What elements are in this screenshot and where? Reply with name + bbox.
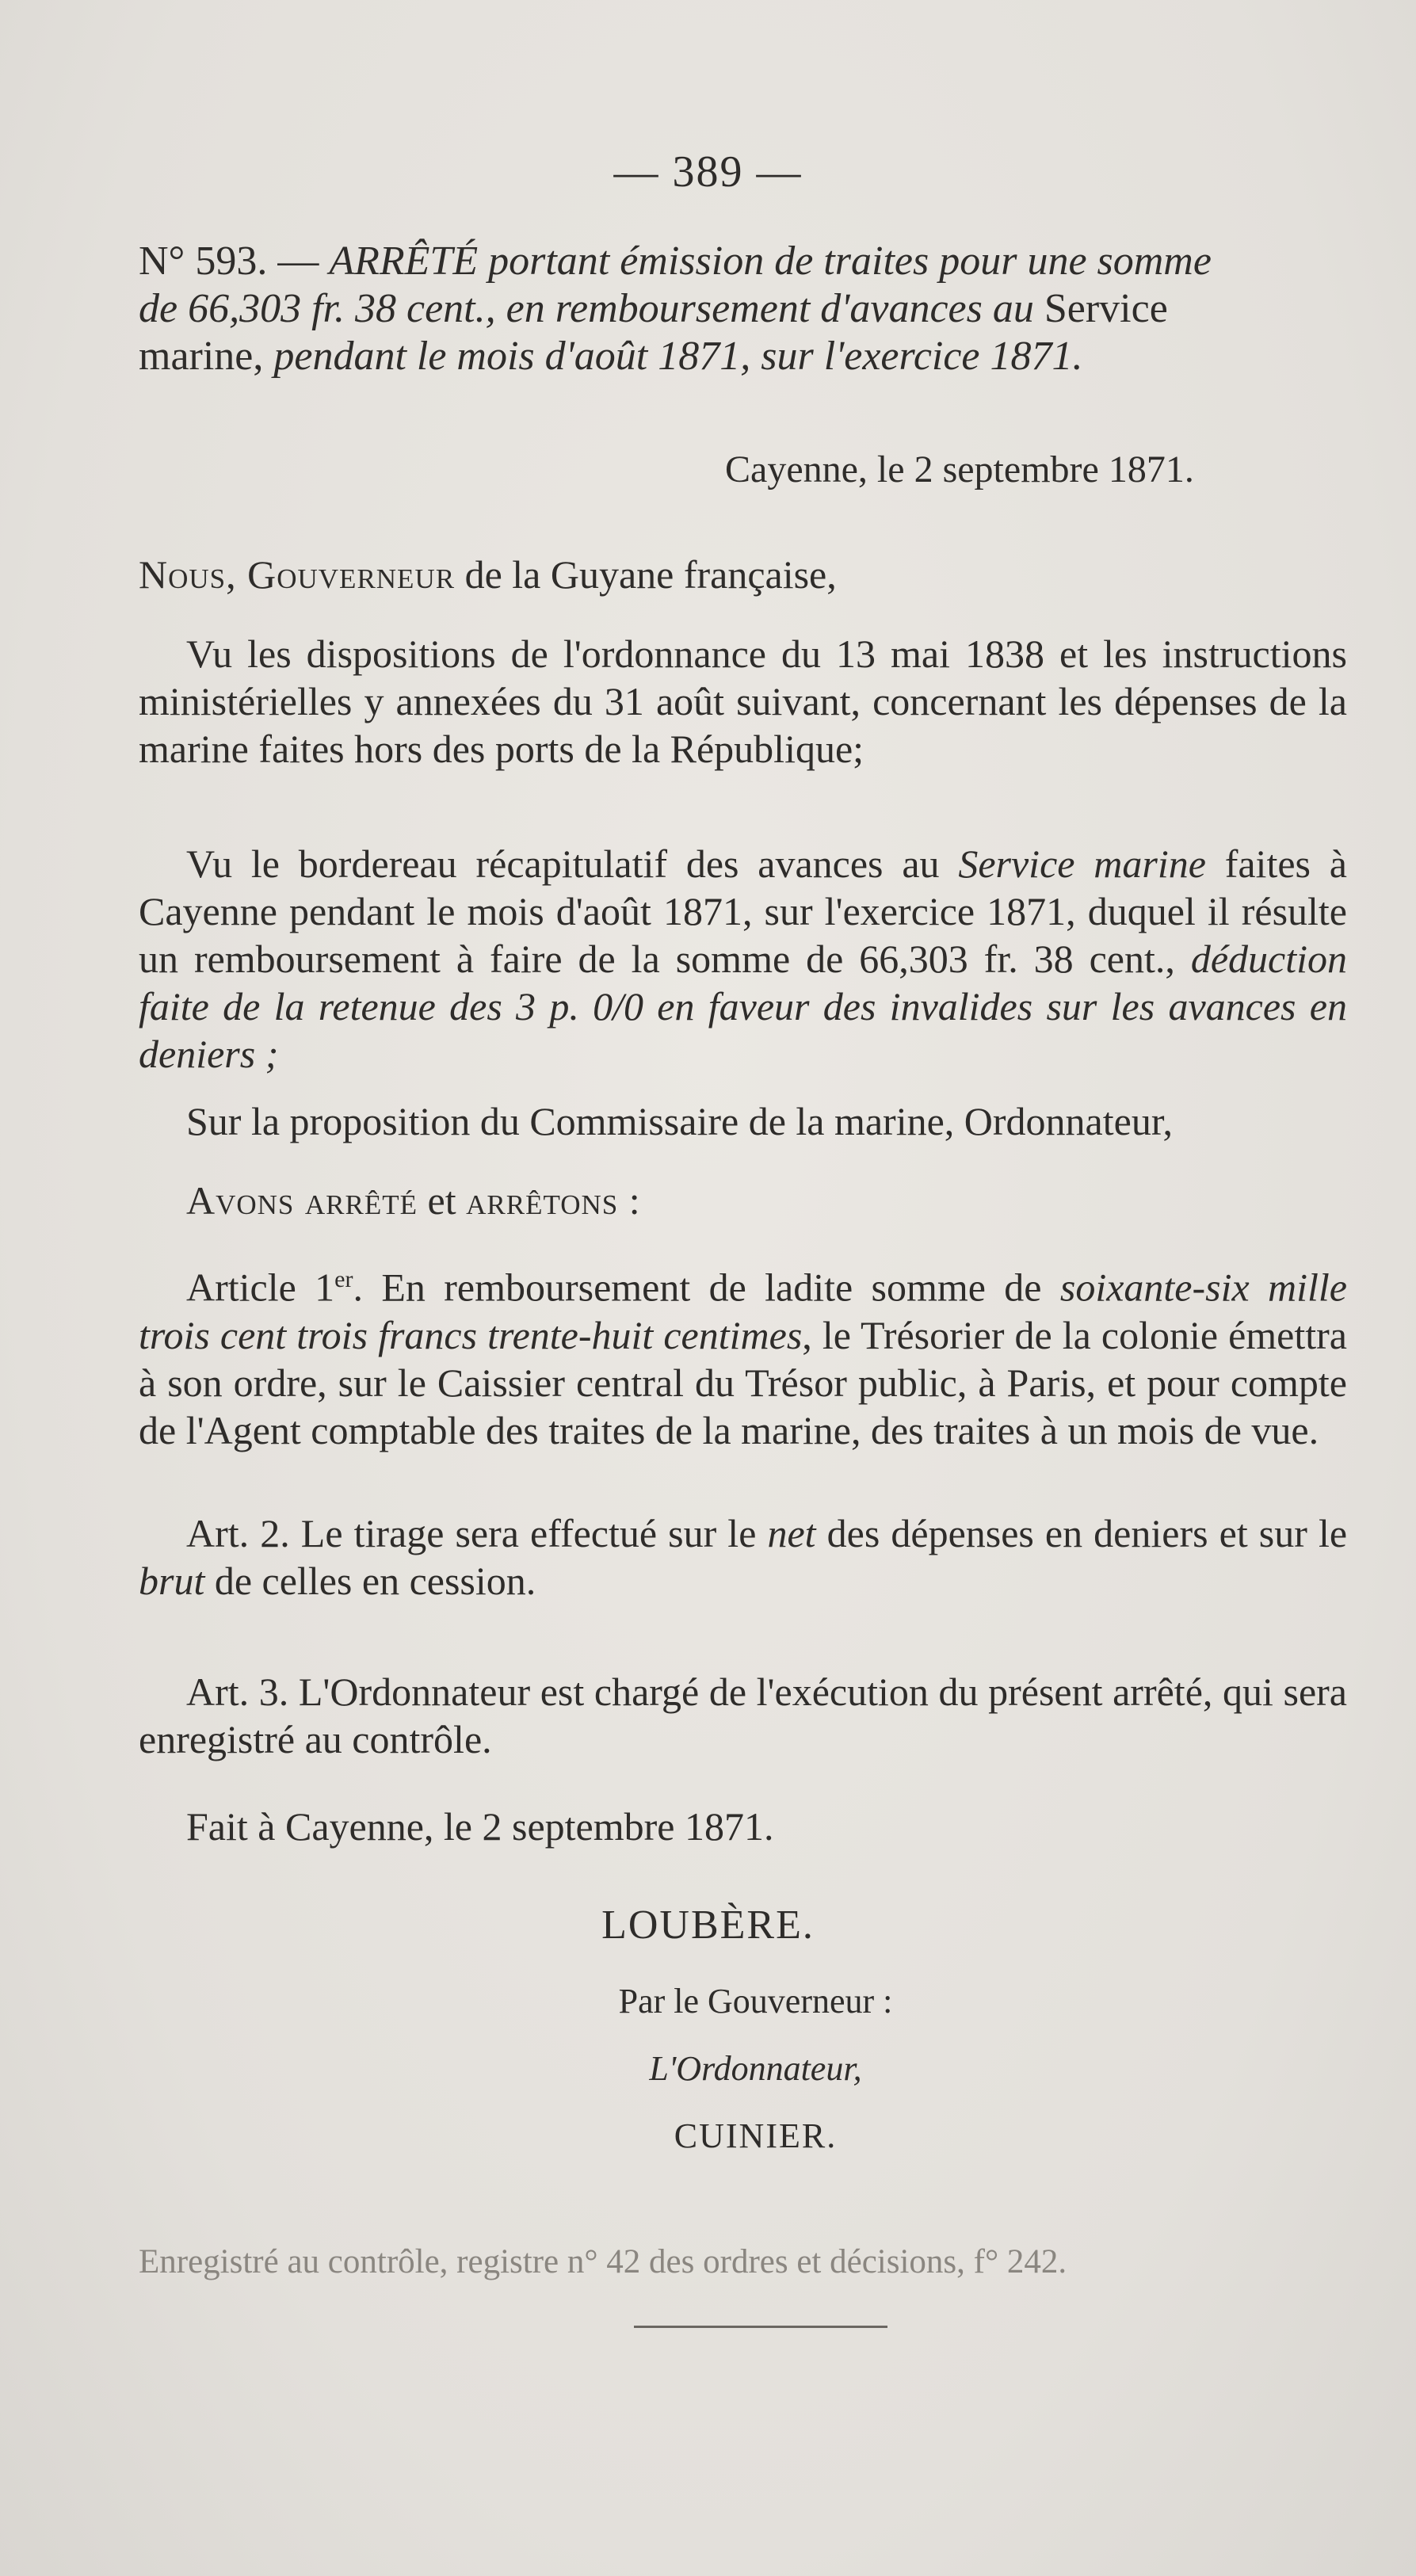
proposition-paragraph: Sur la proposition du Commissaire de la marine, Ordonnateur, — [186, 1099, 1173, 1143]
page-number: — 389 — — [613, 147, 803, 197]
art2-part-a: Art. 2. Le tirage sera effectué sur le — [186, 1511, 757, 1555]
avons-arrete-line — [139, 1177, 1347, 1224]
title-roman-2: Service — [1044, 286, 1168, 331]
vu2-part-c: faites à Cayenne pendant le mois d'août 1871, sur l'exercice 1871, duquel il résulte un remboursement à faire de la somme de 66,303 fr. 38 cent., — [139, 841, 1347, 981]
article-1-paragraph — [139, 1256, 1347, 1454]
art1-sup: er — [334, 1266, 353, 1292]
art2-brut: brut — [139, 1559, 205, 1603]
art1-label: Article 1 — [186, 1265, 335, 1310]
title-line-3 — [139, 333, 1083, 380]
registration-footer: Enregistré au contrôle, registre n° 42 des ordres et décisions, f° 242. — [139, 2243, 1067, 2280]
title-italic-2: de 66,303 fr. 38 cent., en remboursement d'avances au — [139, 286, 1034, 331]
title-italic-1: ARRÊTÉ portant émission de traites pour une somme — [329, 239, 1212, 284]
vu-bordereau-paragraph — [139, 840, 1347, 1078]
nous-paragraph — [139, 551, 1347, 598]
vu-ordonnance-paragraph: Vu les dispositions de l'ordonnance du 13 mai 1838 et les instructions ministérielles y annexées du 31 août suivant, concernant les dépenses de la marine faites hors des ports de la République; — [139, 632, 1347, 771]
art1-part-b: . En remboursement de ladite somme de — [353, 1265, 1042, 1310]
vu2-deduction: déduction faite de la retenue des 3 p. 0/0 en faveur des invalides sur les avances en deniers ; — [139, 937, 1347, 1076]
avons-arrete: Avons arrêté — [186, 1178, 418, 1223]
art2-part-b: des dépenses en deniers et sur le — [826, 1511, 1348, 1555]
signature-par-le-gouverneur: Par le Gouverneur : — [618, 1982, 893, 2021]
art2-part-c: de celles en cession. — [214, 1559, 536, 1603]
fait-line: Fait à Cayenne, le 2 septembre 1871. — [186, 1804, 774, 1849]
title-roman-3: marine, — [139, 334, 264, 379]
vu2-service-marine: Service marine — [958, 841, 1206, 886]
signature-ordonnateur-name: CUINIER. — [674, 2116, 838, 2155]
nous-smallcaps: Nous, Gouverneur — [139, 552, 456, 597]
art1-part-d: , le Trésorier de la colonie émettra à son ordre, sur le Caissier central du Trésor public, à Paris, et pour compte de l'Agent comptable des traites de la marine, des traites à un mois de vue. — [139, 1312, 1347, 1452]
avons-et: et — [427, 1178, 456, 1223]
signature-ordonnateur-role: L'Ordonnateur, — [649, 2049, 862, 2088]
title-line-2 — [139, 285, 1168, 333]
art2-net: net — [767, 1511, 816, 1555]
signature-governor: LOUBÈRE. — [601, 1902, 815, 1948]
article-3-paragraph: Art. 3. L'Ordonnateur est chargé de l'exécution du présent arrêté, qui sera enregistré au contrôle. — [139, 1670, 1347, 1761]
article-2-paragraph — [139, 1509, 1347, 1605]
decree-number: N° 593. — — [139, 239, 319, 284]
place-date: Cayenne, le 2 septembre 1871. — [725, 448, 1194, 490]
closing-rule — [634, 2326, 887, 2328]
art1-amount-words: soixante-six mille trois cent trois francs trente-huit centimes — [139, 1265, 1348, 1357]
nous-rest: de la Guyane française, — [464, 552, 837, 597]
arretons: arrêtons : — [466, 1178, 641, 1223]
vu2-part-a: Vu le bordereau récapitulatif des avances au — [186, 841, 940, 886]
title-line-1 — [139, 238, 1212, 285]
title-italic-3: pendant le mois d'août 1871, sur l'exercice 1871. — [273, 334, 1083, 379]
